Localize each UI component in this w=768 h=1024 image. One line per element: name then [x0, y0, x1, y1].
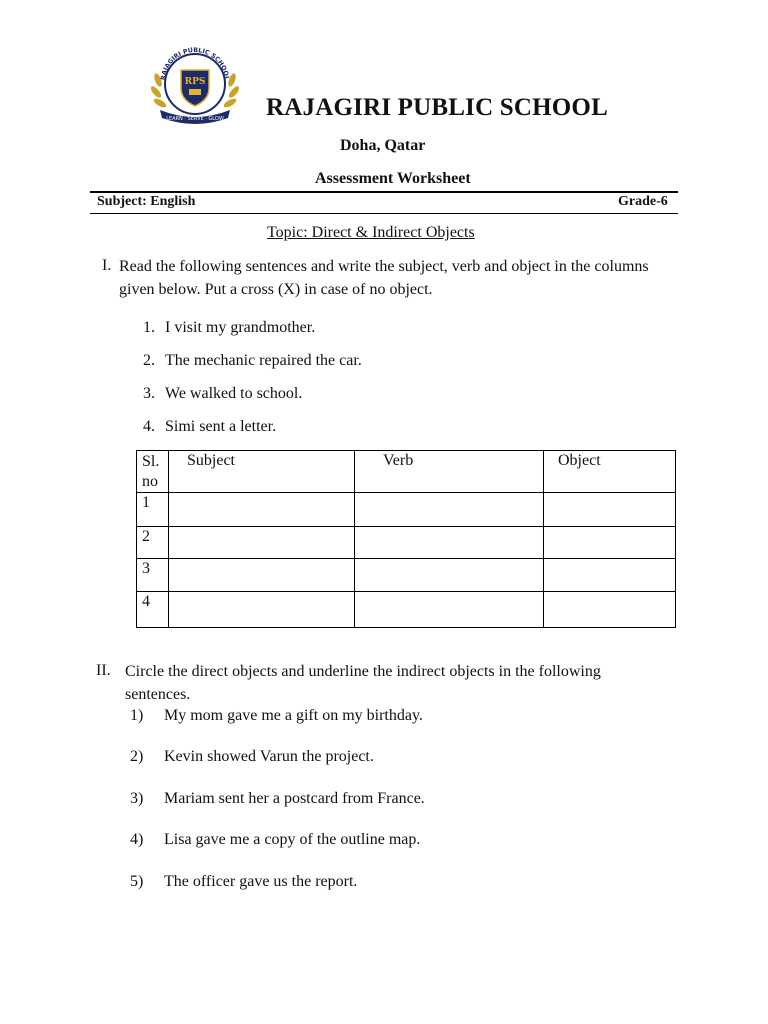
sentence-number: 4.	[143, 418, 155, 435]
section1-sentence	[143, 319, 315, 337]
subject-cell[interactable]	[169, 559, 355, 592]
object-cell[interactable]	[544, 527, 676, 559]
school-location: Doha, Qatar	[340, 137, 426, 154]
table-row	[137, 493, 676, 527]
section2-sentence	[130, 707, 423, 725]
sentence-number: 4)	[130, 831, 144, 848]
table-row	[137, 527, 676, 559]
sentence-number: 2.	[143, 352, 155, 369]
logo-arc-text: RAJAGIRI PUBLIC SCHOOL	[159, 46, 230, 81]
header-divider-bottom	[90, 213, 678, 214]
table-row	[137, 592, 676, 628]
subject-cell[interactable]	[169, 493, 355, 527]
sentence-text: The officer gave us the report.	[164, 873, 358, 890]
section1-sentence	[143, 352, 362, 370]
section2-instruction: Circle the direct objects and underline the indirect objects in the following sentences.	[125, 663, 601, 703]
grade-label: Grade-6	[618, 194, 668, 209]
section1-sentence	[143, 385, 302, 403]
sentence-text: We walked to school.	[165, 385, 303, 402]
sentence-number: 3)	[130, 790, 144, 807]
section2-sentence	[130, 831, 420, 849]
verb-cell[interactable]	[355, 559, 544, 592]
section1-instruction: Read the following sentences and write the subject, verb and object in the columns given below. Put a cross (X) in case of no object.	[119, 258, 649, 298]
object-cell[interactable]	[544, 592, 676, 628]
section2-sentence	[130, 873, 357, 891]
section2-sentence	[130, 790, 425, 808]
topic-heading: Topic: Direct & Indirect Objects	[267, 224, 475, 241]
sentence-text: The mechanic repaired the car.	[165, 352, 362, 369]
row-number: 4	[137, 592, 169, 628]
sentence-text: Lisa gave me a copy of the outline map.	[164, 831, 421, 848]
header-object: Object	[544, 451, 676, 493]
subject-label: Subject: English	[97, 194, 196, 209]
row-number: 2	[137, 527, 169, 559]
header-verb: Verb	[355, 451, 544, 493]
section2-sentence	[130, 748, 374, 766]
section2-number: II.	[96, 662, 111, 679]
school-logo	[148, 40, 242, 126]
sentence-number: 1)	[130, 707, 144, 724]
verb-cell[interactable]	[355, 493, 544, 527]
sentence-text: Mariam sent her a postcard from France.	[164, 790, 425, 807]
table-row	[137, 559, 676, 592]
object-cell[interactable]	[544, 493, 676, 527]
row-number: 1	[137, 493, 169, 527]
sentence-text: Simi sent a letter.	[165, 418, 277, 435]
worksheet-title: Assessment Worksheet	[315, 170, 471, 187]
row-number: 3	[137, 559, 169, 592]
sentence-number: 5)	[130, 873, 144, 890]
logo-ribbon-text: LEARN · SERVE · GLOW	[166, 116, 224, 122]
sentence-text: Kevin showed Varun the project.	[164, 748, 374, 765]
header-divider-top	[90, 191, 678, 193]
school-name: RAJAGIRI PUBLIC SCHOOL	[266, 94, 608, 121]
verb-cell[interactable]	[355, 592, 544, 628]
subject-cell[interactable]	[169, 592, 355, 628]
logo-monogram: RPS	[184, 77, 206, 87]
sentence-number: 2)	[130, 748, 144, 765]
subject-cell[interactable]	[169, 527, 355, 559]
table-header-row	[137, 451, 676, 493]
answer-table	[136, 450, 676, 628]
header-slno: Sl. no	[137, 451, 169, 493]
sentence-number: 3.	[143, 385, 155, 402]
verb-cell[interactable]	[355, 527, 544, 559]
sentence-text: My mom gave me a gift on my birthday.	[164, 707, 423, 724]
sentence-text: I visit my grandmother.	[165, 319, 316, 336]
sentence-number: 1.	[143, 319, 155, 336]
header-subject: Subject	[169, 451, 355, 493]
section1-sentence	[143, 418, 276, 436]
section1-number: I.	[102, 257, 112, 274]
object-cell[interactable]	[544, 559, 676, 592]
